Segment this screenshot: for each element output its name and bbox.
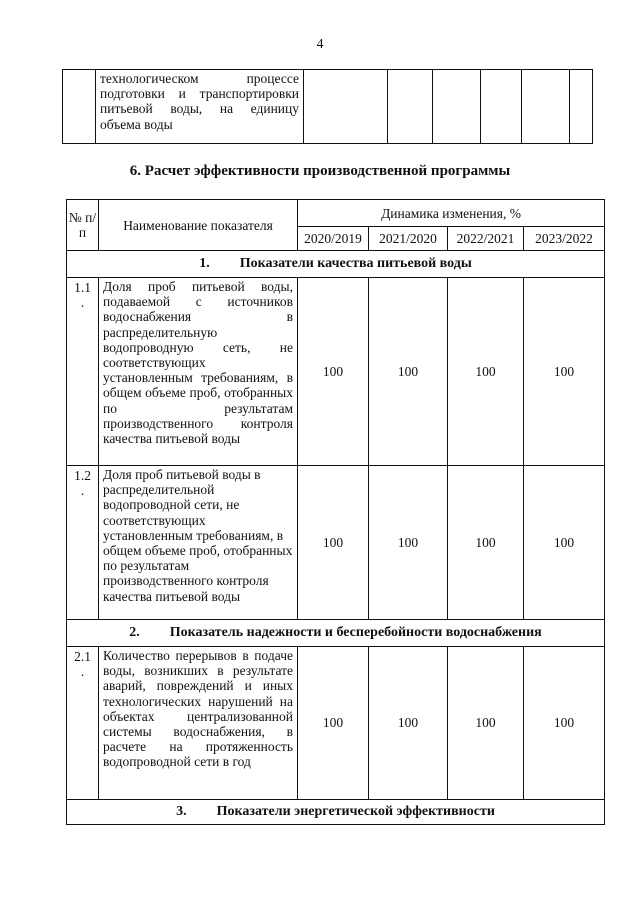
continuation-cell bbox=[304, 70, 388, 144]
header-year: 2020/2019 bbox=[298, 227, 369, 251]
value-cell: 100 bbox=[298, 647, 369, 800]
continuation-table bbox=[62, 69, 593, 144]
continuation-cell bbox=[522, 70, 570, 144]
continuation-cell bbox=[481, 70, 522, 144]
value-cell: 100 bbox=[298, 278, 369, 466]
value-cell: 100 bbox=[524, 278, 605, 466]
header-num: № п/п bbox=[67, 200, 99, 251]
group-header bbox=[67, 251, 605, 278]
continuation-cell bbox=[433, 70, 481, 144]
group-header bbox=[67, 620, 605, 647]
value-cell: 100 bbox=[369, 647, 448, 800]
value-cell: 100 bbox=[448, 466, 524, 620]
group-title: Показатель надежности и бесперебойности водоснабжения bbox=[169, 625, 542, 641]
value-cell: 100 bbox=[298, 466, 369, 620]
value-cell: 100 bbox=[524, 647, 605, 800]
group-number: 3. bbox=[176, 804, 187, 820]
efficiency-table bbox=[66, 199, 605, 825]
row-number: 2.1 . bbox=[67, 647, 99, 800]
continuation-cell bbox=[388, 70, 433, 144]
continuation-cell bbox=[570, 70, 593, 144]
header-name: Наименование показателя bbox=[99, 200, 298, 251]
section-title: 6. Расчет эффективности производственной программы bbox=[129, 163, 511, 179]
value-cell: 100 bbox=[369, 278, 448, 466]
header-year: 2021/2020 bbox=[369, 227, 448, 251]
row-number: 1.1 . bbox=[67, 278, 99, 466]
continuation-num-cell bbox=[63, 70, 96, 144]
group-title: Показатели качества питьевой воды bbox=[239, 256, 472, 272]
group-number: 2. bbox=[129, 625, 140, 641]
page-number: 4 bbox=[316, 37, 324, 52]
value-cell: 100 bbox=[448, 278, 524, 466]
value-cell: 100 bbox=[524, 466, 605, 620]
indicator-name: Доля проб питьевой воды в распределительной водопроводной сети, не соответствующих установленным требованиям, в общем объеме проб, отобранных по результатам производственного контроля качества питьевой воды bbox=[99, 466, 298, 620]
continuation-text: технологическом процессе подготовки и транспортировки питьевой воды, на единицу объема воды bbox=[96, 70, 304, 144]
group-header bbox=[67, 800, 605, 825]
header-dynamics: Динамика изменения, % bbox=[298, 200, 605, 227]
value-cell: 100 bbox=[369, 466, 448, 620]
value-cell: 100 bbox=[448, 647, 524, 800]
header-year: 2022/2021 bbox=[448, 227, 524, 251]
group-number: 1. bbox=[199, 256, 210, 272]
group-title: Показатели энергетической эффективности bbox=[216, 804, 495, 820]
indicator-name: Доля проб питьевой воды, подаваемой с источников водоснабжения в распределительную водопроводную сеть, не соответствующих установленным требованиям, в общем объеме проб, отобранных по результатам производственного контроля качества питьевой воды bbox=[99, 278, 298, 466]
row-number: 1.2 . bbox=[67, 466, 99, 620]
header-year: 2023/2022 bbox=[524, 227, 605, 251]
indicator-name: Количество перерывов в подаче воды, возникших в результате аварий, повреждений и иных технологических нарушений на объектах централизованной системы водоснабжения, в расчете на протяженность водопроводной сети в год bbox=[99, 647, 298, 800]
